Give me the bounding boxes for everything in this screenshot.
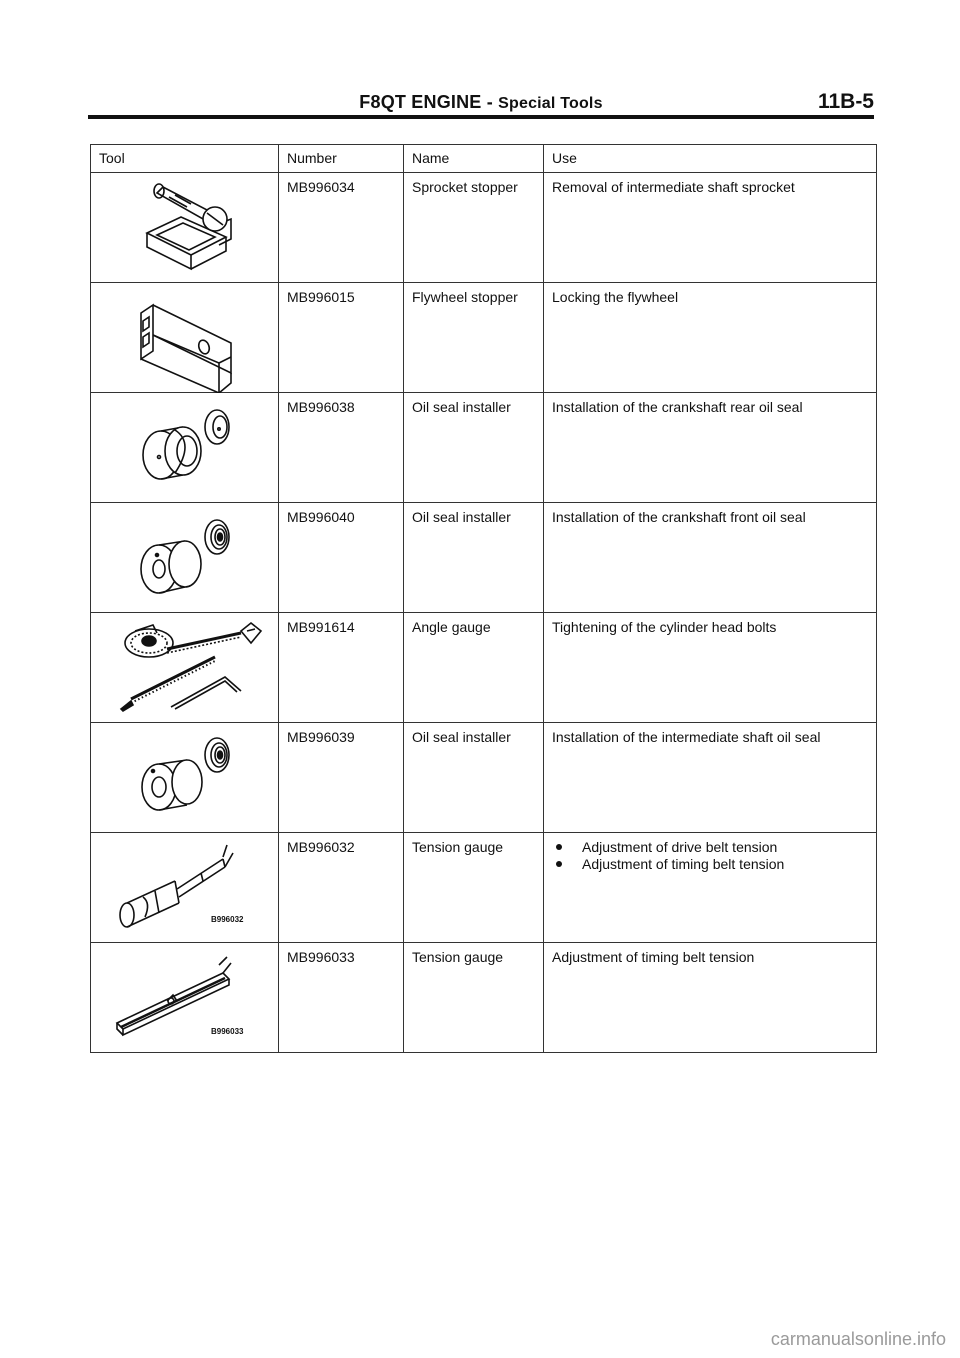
tool-number: MB996039 bbox=[279, 723, 404, 833]
tool-number: MB996032 bbox=[279, 833, 404, 943]
column-header-use: Use bbox=[544, 145, 877, 173]
title-separator: - bbox=[481, 92, 499, 112]
table-row bbox=[91, 833, 877, 943]
tool-name: Oil seal installer bbox=[404, 723, 544, 833]
table-row bbox=[91, 393, 877, 503]
tool-use: Removal of intermediate shaft sprocket bbox=[544, 173, 877, 283]
column-header-number: Number bbox=[279, 145, 404, 173]
page-header bbox=[88, 82, 874, 116]
tool-image-cell bbox=[91, 833, 279, 943]
watermark: carmanualsonline.info bbox=[770, 1329, 946, 1349]
table-row bbox=[91, 723, 877, 833]
title-main: F8QT ENGINE bbox=[359, 92, 482, 112]
title-sub: Special Tools bbox=[498, 95, 603, 112]
tool-number: MB991614 bbox=[279, 613, 404, 723]
front-oil-seal-installer-icon bbox=[91, 503, 279, 613]
page-number: 11B-5 bbox=[817, 90, 874, 113]
image-code-label: B996032 bbox=[211, 915, 244, 924]
use-list-item: Adjustment of timing belt tension bbox=[552, 856, 868, 873]
special-tools-table bbox=[90, 144, 877, 1053]
use-list-item: Adjustment of drive belt tension bbox=[552, 839, 868, 856]
table-header-row bbox=[91, 145, 877, 173]
tool-name: Flywheel stopper bbox=[404, 283, 544, 393]
tool-name: Angle gauge bbox=[404, 613, 544, 723]
flywheel-stopper-icon bbox=[91, 283, 279, 393]
table-row bbox=[91, 613, 877, 723]
image-code-label: B996033 bbox=[211, 1027, 244, 1036]
table-row bbox=[91, 283, 877, 393]
tool-number: MB996033 bbox=[279, 943, 404, 1053]
tool-use: Tightening of the cylinder head bolts bbox=[544, 613, 877, 723]
tool-image-cell bbox=[91, 393, 279, 503]
tool-name: Tension gauge bbox=[404, 943, 544, 1053]
tool-image-cell bbox=[91, 723, 279, 833]
table-row bbox=[91, 943, 877, 1053]
tool-image-cell bbox=[91, 943, 279, 1053]
angle-gauge-icon bbox=[91, 613, 279, 723]
sprocket-stopper-icon bbox=[91, 173, 279, 283]
tool-use: Installation of the crankshaft rear oil seal bbox=[544, 393, 877, 503]
header-rule bbox=[88, 115, 874, 119]
tool-use bbox=[544, 833, 877, 943]
tool-image-cell bbox=[91, 173, 279, 283]
table-row bbox=[91, 503, 877, 613]
tool-number: MB996040 bbox=[279, 503, 404, 613]
page-title bbox=[88, 92, 874, 113]
tool-name: Sprocket stopper bbox=[404, 173, 544, 283]
table-row bbox=[91, 173, 877, 283]
tool-image-cell bbox=[91, 613, 279, 723]
rear-oil-seal-installer-icon bbox=[91, 393, 279, 503]
tool-use: Locking the flywheel bbox=[544, 283, 877, 393]
tool-image-cell bbox=[91, 283, 279, 393]
tool-number: MB996038 bbox=[279, 393, 404, 503]
tool-number: MB996015 bbox=[279, 283, 404, 393]
column-header-tool: Tool bbox=[91, 145, 279, 173]
tool-name: Tension gauge bbox=[404, 833, 544, 943]
use-list bbox=[552, 839, 868, 873]
timing-tension-gauge-icon bbox=[91, 943, 279, 1053]
tool-use: Adjustment of timing belt tension bbox=[544, 943, 877, 1053]
tool-image-cell bbox=[91, 503, 279, 613]
tool-use: Installation of the crankshaft front oil seal bbox=[544, 503, 877, 613]
tool-use: Installation of the intermediate shaft oil seal bbox=[544, 723, 877, 833]
tool-name: Oil seal installer bbox=[404, 503, 544, 613]
column-header-name: Name bbox=[404, 145, 544, 173]
tension-gauge-icon bbox=[91, 833, 279, 943]
intermediate-oil-seal-installer-icon bbox=[91, 723, 279, 833]
tool-number: MB996034 bbox=[279, 173, 404, 283]
tool-name: Oil seal installer bbox=[404, 393, 544, 503]
